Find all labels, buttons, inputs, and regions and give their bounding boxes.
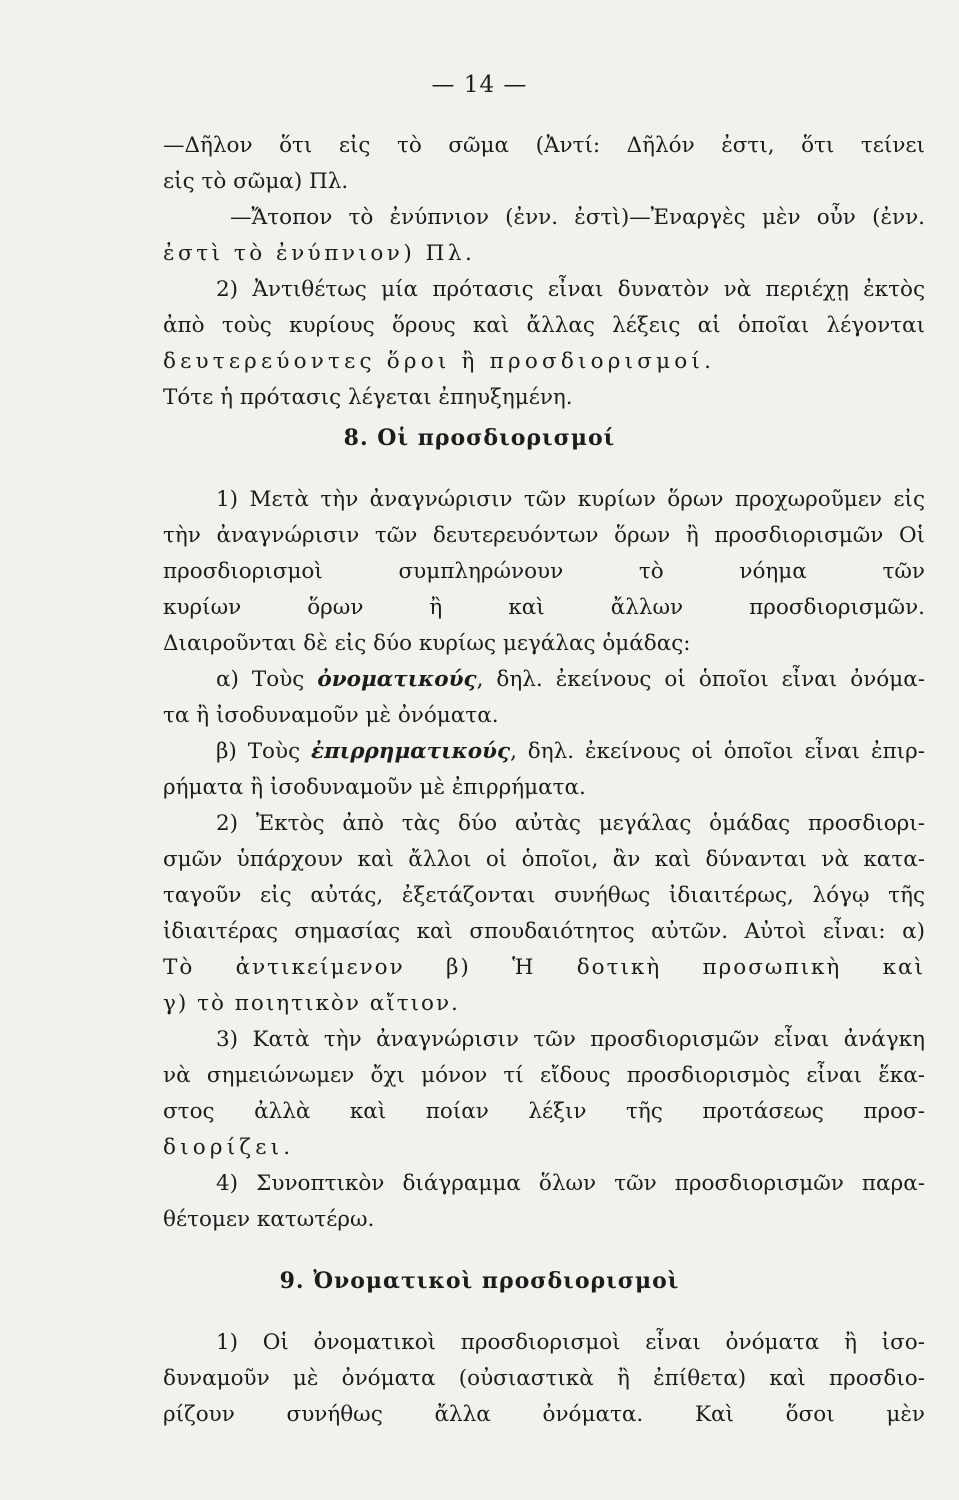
text-line: 2) Ἐκτὸς ἀπὸ τὰς δύο αὐτὰς μεγάλας ὁμάδας προσδιορι- bbox=[216, 811, 925, 836]
text-line: προσδιορισμοὶ συμπληρώνουν τὸ νόημα τῶν bbox=[163, 559, 925, 584]
text-line: ρήματα ἢ ἰσοδυναμοῦν μὲ ἐπιρρήματα. bbox=[163, 775, 586, 800]
text-line: 3) Κατὰ τὴν ἀναγνώρισιν τῶν προσδιορισμῶν εἶναι ἀνάγκη bbox=[216, 1027, 925, 1052]
text-line: 2) Ἀντιθέτως μία πρότασις εἶναι δυνατὸν νὰ περιέχῃ ἐκτὸς bbox=[216, 277, 925, 302]
section-heading-9: 9. Ὀνοματικοὶ προσδιορισμοὶ bbox=[279, 1268, 680, 1294]
text-line: 4) Συνοπτικὸν διάγραμμα ὅλων τῶν προσδιορισμῶν παρα- bbox=[216, 1171, 925, 1196]
text-line: σμῶν ὑπάρχουν καὶ ἄλλοι οἱ ὁποῖοι, ἂν καὶ δύνανται νὰ κατα- bbox=[163, 847, 925, 872]
section-heading-8: 8. Οἱ προσδιορισμοί bbox=[343, 425, 616, 451]
text-line: —Δῆλον ὅτι εἰς τὸ σῶμα (Ἀντί: Δῆλόν ἐστι, ὅτι τείνει bbox=[163, 133, 925, 158]
text-line: Τότε ἡ πρότασις λέγεται ἐπηυξημένη. bbox=[163, 385, 573, 410]
text-line: στος ἀλλὰ καὶ ποίαν λέξιν τῆς προτάσεως προσ- bbox=[163, 1099, 925, 1124]
text-line: εἰς τὸ σῶμα) Πλ. bbox=[163, 169, 349, 194]
text-line: νὰ σημειώνωμεν ὄχι μόνον τί εἴδους προσδιορισμὸς εἶναι ἕκα- bbox=[163, 1063, 925, 1088]
text-line: 1) Οἱ ὀνοματικοὶ προσδιορισμοὶ εἶναι ὀνόματα ἢ ἰσο- bbox=[216, 1330, 925, 1355]
text-line: Διαιροῦνται δὲ εἰς δύο κυρίως μεγάλας ὁμάδας: bbox=[163, 631, 691, 656]
text-line: ἀπὸ τοὺς κυρίους ὅρους καὶ ἄλλας λέξεις αἱ ὁποῖαι λέγονται bbox=[163, 313, 925, 338]
text-line: ρίζουν συνήθως ἄλλα ὀνόματα. Καὶ ὅσοι μὲν bbox=[163, 1402, 925, 1427]
text-line: θέτομεν κατωτέρω. bbox=[163, 1207, 375, 1232]
text-line: α) Τοὺς ὀνοματικούς, δηλ. ἐκείνους οἱ ὁποῖοι εἶναι ὀνόμα- bbox=[216, 667, 925, 692]
text-line: β) Τοὺς ἐπιρρηματικούς, δηλ. ἐκείνους οἱ ὁποῖοι εἶναι ἐπιρ- bbox=[216, 739, 925, 764]
term-onomatikous: ὀνοματικούς bbox=[317, 667, 477, 692]
text-line: διορίζει. bbox=[163, 1135, 295, 1160]
text-line: ἰδιαιτέρας σημασίας καὶ σπουδαιότητος αὐτῶν. Αὐτοὶ εἶναι: α) bbox=[163, 919, 925, 944]
text-line: δυναμοῦν μὲ ὀνόματα (οὐσιαστικὰ ἢ ἐπίθετα) καὶ προσδιο- bbox=[163, 1366, 925, 1391]
text-line: Τὸ ἀντικείμενον β) Ἡ δοτικὴ προσωπικὴ καὶ bbox=[163, 955, 925, 980]
text-line: 1) Μετὰ τὴν ἀναγνώρισιν τῶν κυρίων ὅρων προχωροῦμεν εἰς bbox=[216, 487, 925, 512]
text-line: —Ἄτοπον τὸ ἐνύπνιον (ἐνν. ἐστὶ)—Ἐναργὲς μὲν οὖν (ἐνν. bbox=[230, 205, 925, 230]
text-line: δευτερεύοντες ὅροι ἢ προσδιορισμοί. bbox=[163, 349, 716, 374]
text-line: γ) τὸ ποιητικὸν αἴτιον. bbox=[163, 991, 460, 1016]
text-line: τὴν ἀναγνώρισιν τῶν δευτερευόντων ὅρων ἢ προσδιορισμῶν Οἱ bbox=[163, 523, 925, 548]
text-line: κυρίων ὅρων ἢ καὶ ἄλλων προσδιορισμῶν. bbox=[163, 595, 925, 620]
text-line: ταγοῦν εἰς αὐτάς, ἐξετάζονται συνήθως ἰδιαιτέρως, λόγῳ τῆς bbox=[163, 883, 925, 908]
page-number: — 14 — bbox=[431, 72, 528, 98]
term-epirrimatikous: ἐπιρρηματικούς bbox=[311, 739, 511, 764]
text-line: ἐστὶ τὸ ἐνύπνιον) Πλ. bbox=[163, 241, 476, 266]
text-line: τα ἢ ἰσοδυναμοῦν μὲ ὀνόματα. bbox=[163, 703, 499, 728]
